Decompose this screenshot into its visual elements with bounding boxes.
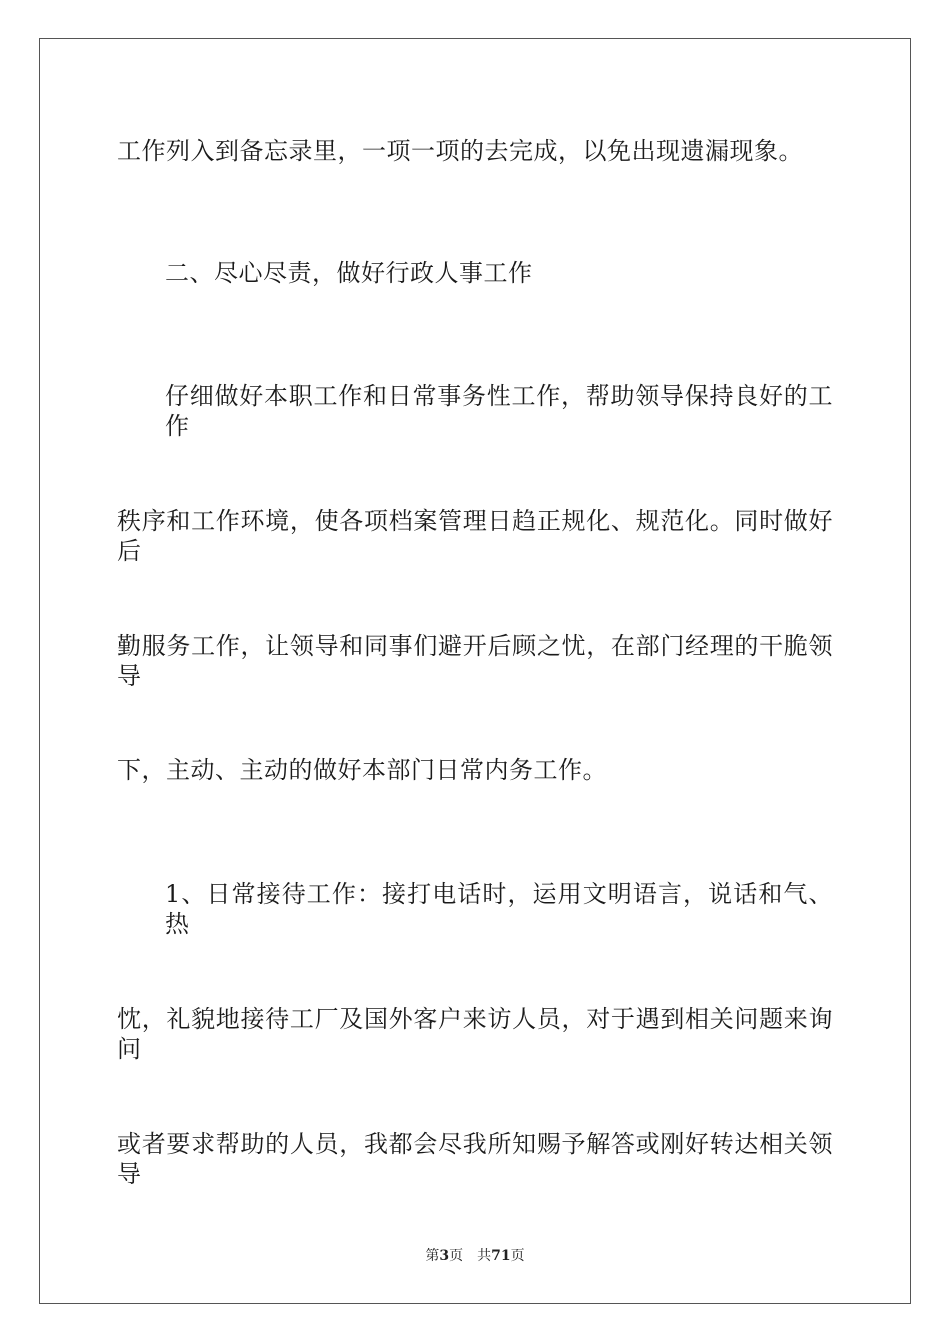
body-line-3: 仔细做好本职工作和日常事务性工作，帮助领导保持良好的工作 xyxy=(165,382,833,440)
body-line-8: 忱，礼貌地接待工厂及国外客户来访人员，对于遇到相关问题来询问 xyxy=(117,1005,833,1063)
body-line-4: 秩序和工作环境，使各项档案管理日趋正规化、规范化。同时做好后 xyxy=(117,507,833,565)
body-line-5: 勤服务工作，让领导和同事们避开后顾之忧，在部门经理的干脆领导 xyxy=(117,632,833,690)
body-line-7: 1、日常接待工作：接打电话时，运用文明语言，说话和气、热 xyxy=(165,880,833,938)
body-line-1: 工作列入到备忘录里，一项一项的去完成，以免出现遗漏现象。 xyxy=(117,137,803,165)
page-suffix: 页 xyxy=(449,1248,464,1264)
page-prefix: 第 xyxy=(425,1248,440,1264)
body-line-6: 下，主动、主动的做好本部门日常内务工作。 xyxy=(117,756,607,784)
page-footer xyxy=(0,1247,950,1265)
page-number: 3 xyxy=(439,1248,450,1264)
total-suffix: 页 xyxy=(510,1248,525,1264)
total-prefix: 共 xyxy=(477,1248,492,1264)
section-heading: 二、尽心尽责，做好行政人事工作 xyxy=(165,259,533,287)
total-pages: 71 xyxy=(491,1248,511,1264)
body-line-9: 或者要求帮助的人员，我都会尽我所知赐予解答或刚好转达相关领导 xyxy=(117,1130,833,1188)
